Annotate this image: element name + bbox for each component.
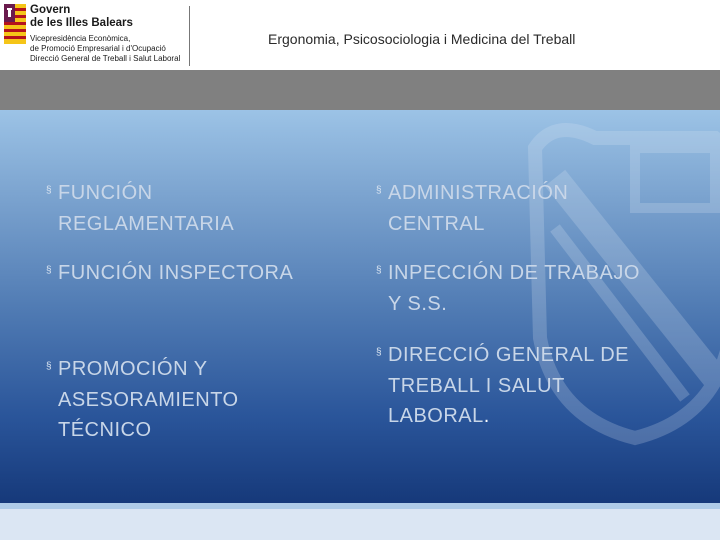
list-item-text: LABORAL	[388, 404, 484, 427]
list-item-text: CENTRAL	[388, 212, 485, 235]
logo-name-line1: Govern	[30, 4, 71, 16]
header-bar	[0, 0, 720, 70]
list-item-text: ADMINISTRACIÓN	[388, 182, 569, 204]
logo-name-line2: de les Illes Balears	[30, 17, 133, 29]
list-item-text: PROMOCIÓN Y	[58, 358, 208, 380]
list-item-promocion	[46, 354, 239, 445]
bullet-icon: §	[376, 346, 383, 358]
bullet-icon: §	[376, 184, 383, 196]
bullet-icon: §	[376, 264, 383, 276]
logo-sub-line2: de Promoció Empresarial i d'Ocupació	[30, 44, 166, 53]
list-item-text: Y S.S.	[388, 292, 448, 315]
list-item-text: DIRECCIÓ GENERAL DE	[388, 344, 630, 366]
list-item-funcion-reglamentaria	[46, 178, 234, 239]
list-item-text: INPECCIÓN DE TRABAJO	[388, 262, 640, 284]
list-item-inspeccion-trabajo	[376, 258, 640, 319]
list-item-direccio-general	[376, 340, 629, 431]
list-item-text: REGLAMENTARIA	[58, 212, 235, 235]
logo-sub-line3: Direcció General de Treball i Salut Laboral	[30, 54, 181, 63]
list-item-text: FUNCIÓN	[58, 182, 153, 204]
footer-divider	[0, 503, 720, 509]
balearic-flag-icon	[4, 4, 26, 44]
bullet-icon: §	[46, 360, 53, 372]
logo-divider	[189, 6, 190, 66]
content-panel	[0, 110, 720, 503]
list-item-text: ASESORAMIENTO	[58, 388, 239, 411]
trailing-period: .	[483, 404, 490, 427]
bullet-icon: §	[46, 184, 53, 196]
logo-sub-line1: Vicepresidència Econòmica,	[30, 34, 131, 43]
list-item-text: TÉCNICO	[58, 418, 152, 441]
page-title: Ergonomia, Psicosociologia i Medicina del Treball	[268, 31, 576, 47]
list-item-text: TREBALL I SALUT	[388, 374, 565, 397]
list-item-administracion-central	[376, 178, 568, 239]
grey-band	[0, 70, 720, 110]
government-logo	[4, 4, 190, 66]
list-item-text: FUNCIÓN INSPECTORA	[58, 262, 294, 284]
list-item-funcion-inspectora	[46, 258, 293, 289]
bullet-icon: §	[46, 264, 53, 276]
